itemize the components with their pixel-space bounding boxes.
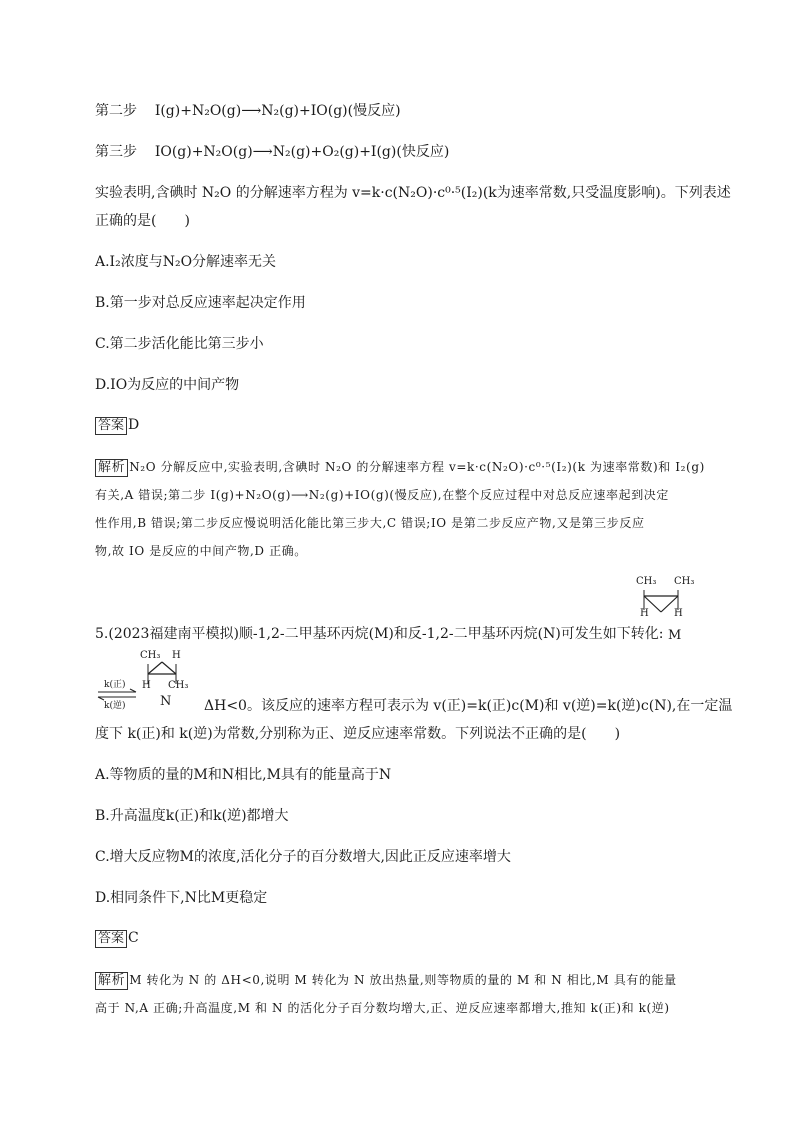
- arrow-bottom-label: k(逆): [104, 701, 126, 711]
- cyclopropane-ring-icon: [634, 586, 704, 626]
- molecule-n-structure: [138, 650, 198, 710]
- reaction-arrow-icon: ⟶: [241, 103, 262, 119]
- analysis-text: N₂O 分解反应中,实验表明,含碘时 N₂O 的分解速率方程 v=k·c(N₂O)·c⁰·⁵(I₂)(k 为速率常数)和 I₂(g): [129, 460, 705, 474]
- analysis-text: M 转化为 N 的 ΔH<0,说明 M 转化为 N 放出热量,则等物质的量的 M 和 N 相比,M 具有的能量: [129, 973, 677, 987]
- answer-tag: 答案: [95, 417, 127, 435]
- mol-m-ch3-left: CH₃: [636, 576, 657, 587]
- q5-analysis-line2: 高于 N,A 正确;升高温度,M 和 N 的活化分子百分数均增大,正、逆反应速率都增大,推知 k(正)和 k(逆): [95, 1001, 670, 1015]
- q5-option-b: B.升高温度k(正)和k(逆)都增大: [95, 808, 289, 824]
- q4-analysis-line3: 性作用,B 错误;第二步反应慢说明活化能比第三步大,C 错误;IO 是第二步反应产物,又是第三步反应: [95, 516, 645, 530]
- q4-option-a: A.I₂浓度与N₂O分解速率无关: [95, 254, 277, 270]
- q5-option-d: D.相同条件下,N比M更稳定: [95, 890, 268, 906]
- q5-stem-line1: 5.(2023福建南平模拟)顺-1,2-二甲基环丙烷(M)和反-1,2-二甲基环丙烷(N)可发生如下转化:: [95, 626, 664, 642]
- q5-answer: [95, 929, 139, 948]
- answer-value: C: [128, 930, 139, 946]
- step3-reactants: IO(g)+N₂O(g): [154, 144, 253, 160]
- q4-option-c: C.第二步活化能比第三步小: [95, 336, 264, 352]
- q4-analysis-line2: 有关,A 错误;第二步 I(g)+N₂O(g)⟶N₂(g)+IO(g)(慢反应),在整个反应过程中对总反应速率起到决定: [95, 488, 670, 502]
- step3-equation: [95, 143, 449, 161]
- step2-products: N₂(g)+IO(g): [261, 103, 348, 119]
- q4-analysis-line4: 物,故 IO 是反应的中间产物,D 正确。: [95, 544, 307, 558]
- mol-n-ch3-bottom: CH₃: [168, 680, 189, 691]
- answer-value: D: [128, 417, 140, 433]
- analysis-tag: 解析: [95, 972, 128, 990]
- step3-note: (快反应): [396, 144, 450, 160]
- analysis-tag: 解析: [95, 459, 128, 477]
- q4-answer: [95, 416, 139, 435]
- step3-label: 第三步: [95, 144, 137, 160]
- q5-stem-line2: ΔH<0。该反应的速率方程可表示为 v(正)=k(正)c(M)和 v(逆)=k(逆)c(N),在一定温: [204, 698, 733, 714]
- q5-analysis-line1: [95, 971, 677, 990]
- step3-products: N₂(g)+O₂(g)+I(g): [272, 144, 397, 160]
- q4-option-b: B.第一步对总反应速率起决定作用: [95, 295, 306, 311]
- mol-n-ch3-top: CH₃: [140, 650, 161, 661]
- q4-option-d: D.IO为反应的中间产物: [95, 377, 240, 393]
- q5-option-c: C.增大反应物M的浓度,活化分子的百分数增大,因此正反应速率增大: [95, 849, 511, 865]
- step2-equation: [95, 102, 401, 120]
- q4-stem-line1: 实验表明,含碘时 N₂O 的分解速率方程为 v=k·c(N₂O)·c⁰·⁵(I₂)(k为速率常数,只受温度影响)。下列表述: [95, 185, 731, 201]
- step2-label: 第二步: [95, 103, 137, 119]
- mol-m-h-right: H: [674, 608, 683, 619]
- q5-option-a: A.等物质的量的M和N相比,M具有的能量高于N: [95, 767, 392, 783]
- q4-stem-line2: 正确的是( ): [95, 213, 190, 229]
- answer-tag: 答案: [95, 930, 127, 948]
- mol-m-h-left: H: [640, 608, 649, 619]
- mol-m-label: M: [668, 628, 682, 643]
- step2-reactants: I(g)+N₂O(g): [154, 103, 242, 119]
- arrow-top-label: k(正): [104, 680, 126, 690]
- equilibrium-arrows: [96, 680, 138, 710]
- mol-n-h-top: H: [172, 650, 181, 661]
- q5-stem-line3: 度下 k(正)和 k(逆)为常数,分别称为正、逆反应速率常数。下列说法不正确的是( ): [95, 726, 621, 742]
- mol-m-ch3-right: CH₃: [674, 576, 695, 587]
- step2-note: (慢反应): [347, 103, 401, 119]
- q4-analysis-line1: [95, 458, 705, 477]
- mol-n-h-bottom: H: [142, 680, 151, 691]
- mol-n-label: N: [160, 694, 172, 709]
- reaction-arrow-icon: ⟶: [252, 144, 273, 160]
